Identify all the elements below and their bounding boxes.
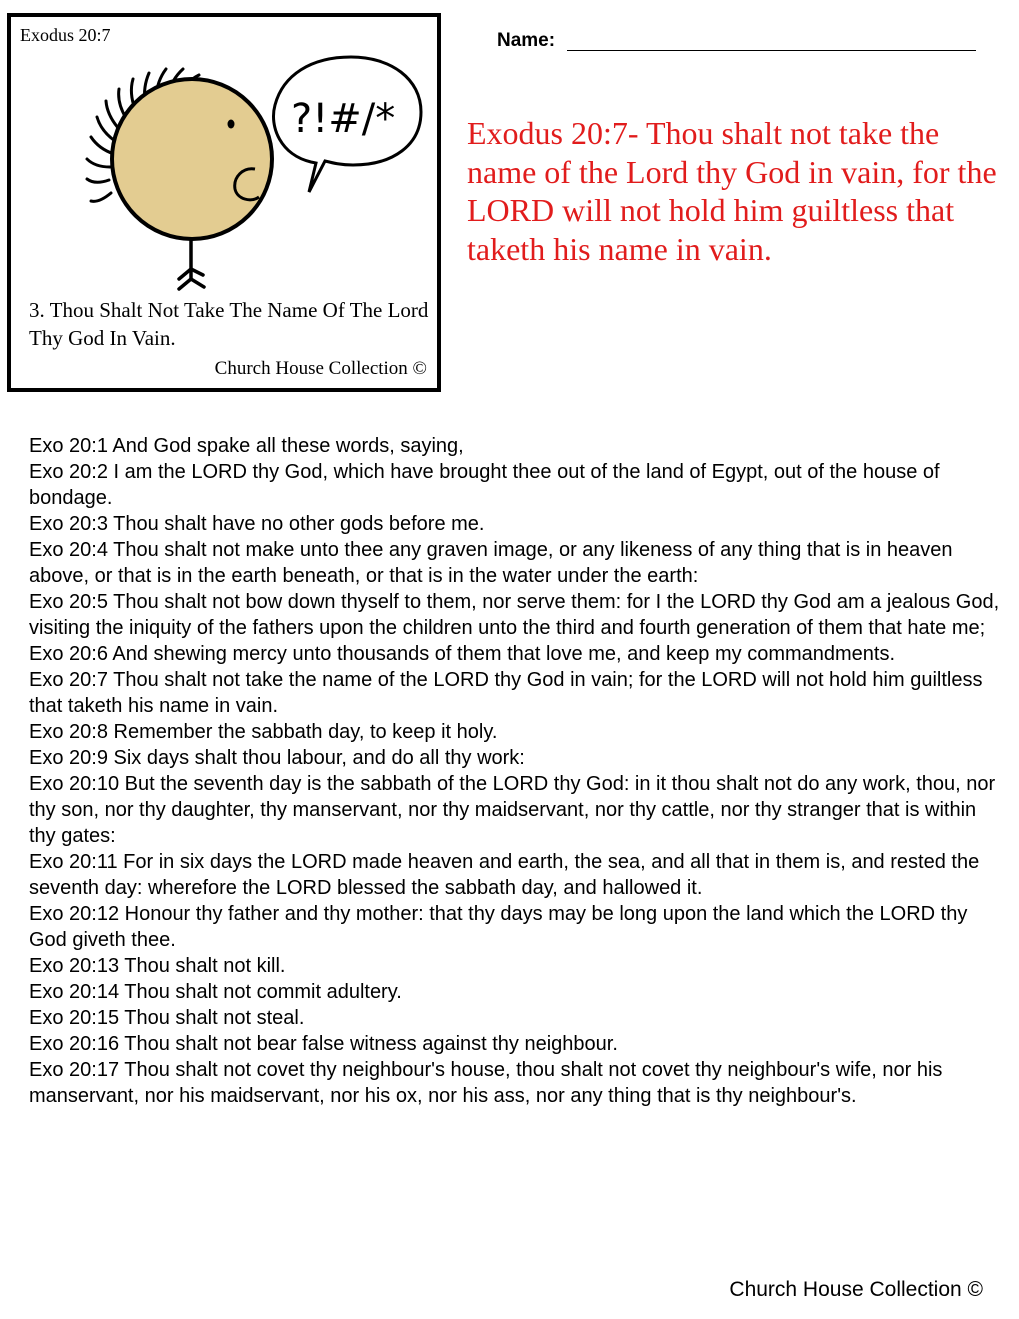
scripture-verse-4: Exo 20:4 Thou shalt not make unto thee any graven image, or any likeness of any thing that is in heaven above, or that is in the earth beneath, or that is in the water under the earth: [29, 539, 953, 587]
card-copyright: Church House Collection © [214, 358, 427, 379]
scripture-verse-7: Exo 20:7 Thou shalt not take the name of the LORD thy God in vain; for the LORD will not hold him guiltless that taketh his name in vain. [29, 669, 983, 717]
name-field-line[interactable] [567, 50, 976, 51]
scripture-verse-9: Exo 20:9 Six days shalt thou labour, and do all thy work: [29, 747, 525, 769]
name-label: Name: [497, 30, 556, 51]
scripture-verse-6: Exo 20:6 And shewing mercy unto thousands of them that love me, and keep my commandments. [29, 643, 896, 665]
card-caption: 3. Thou Shalt Not Take The Name Of The Lord Thy God In Vain. [29, 298, 429, 350]
scripture-verse-15: Exo 20:15 Thou shalt not steal. [29, 1007, 305, 1029]
scripture-verse-3: Exo 20:3 Thou shalt have no other gods before me. [29, 513, 485, 535]
face-circle [112, 79, 272, 239]
scripture-verse-5: Exo 20:5 Thou shalt not bow down thyself to them, nor serve them: for I the LORD thy God am a jealous God, visiting the iniquity of the fathers upon the children unto the third and fourth generation of them that hate me; [29, 591, 1000, 639]
illustration-card [7, 13, 441, 392]
scripture-verse-13: Exo 20:13 Thou shalt not kill. [29, 955, 286, 977]
memory-verse: Exodus 20:7- Thou shalt not take the name of the Lord thy God in vain, for the LORD will not hold him guiltless that taketh his name in vain. [467, 115, 997, 267]
scripture-verse-10: Exo 20:10 But the seventh day is the sabbath of the LORD thy God: in it thou shalt not do any work, thou, nor thy son, nor thy daughter, thy manservant, nor thy maidservant, nor thy cattle, nor thy stranger that is within thy gates: [29, 773, 996, 847]
scripture-passage [29, 433, 1004, 1109]
scripture-verse-17: Exo 20:17 Thou shalt not covet thy neighbour's house, thou shalt not covet thy neighbour's wife, nor his manservant, nor his maidservant, nor his ox, nor his ass, nor any thing that is thy neighbour's. [29, 1059, 943, 1107]
eye [228, 120, 235, 129]
card-reference: Exodus 20:7 [20, 25, 111, 45]
scripture-verse-8: Exo 20:8 Remember the sabbath day, to keep it holy. [29, 721, 498, 743]
scripture-verse-11: Exo 20:11 For in six days the LORD made heaven and earth, the sea, and all that in them is, and rested the seventh day: wherefore the LORD blessed the sabbath day, and hallowed it. [29, 851, 980, 899]
stick-body [179, 239, 204, 289]
scripture-verse-12: Exo 20:12 Honour thy father and thy mother: that thy days may be long upon the land which the LORD thy God giveth thee. [29, 903, 968, 951]
footer-copyright: Church House Collection © [729, 1278, 983, 1301]
cartoon-face-illustration [11, 17, 437, 307]
scripture-verse-14: Exo 20:14 Thou shalt not commit adultery. [29, 981, 402, 1003]
scripture-verse-2: Exo 20:2 I am the LORD thy God, which have brought thee out of the land of Egypt, out of the house of bondage. [29, 461, 940, 509]
speech-symbols: ?!#/* [291, 96, 396, 142]
scripture-verse-1: Exo 20:1 And God spake all these words, saying, [29, 435, 464, 457]
scripture-verse-16: Exo 20:16 Thou shalt not bear false witness against thy neighbour. [29, 1033, 618, 1055]
